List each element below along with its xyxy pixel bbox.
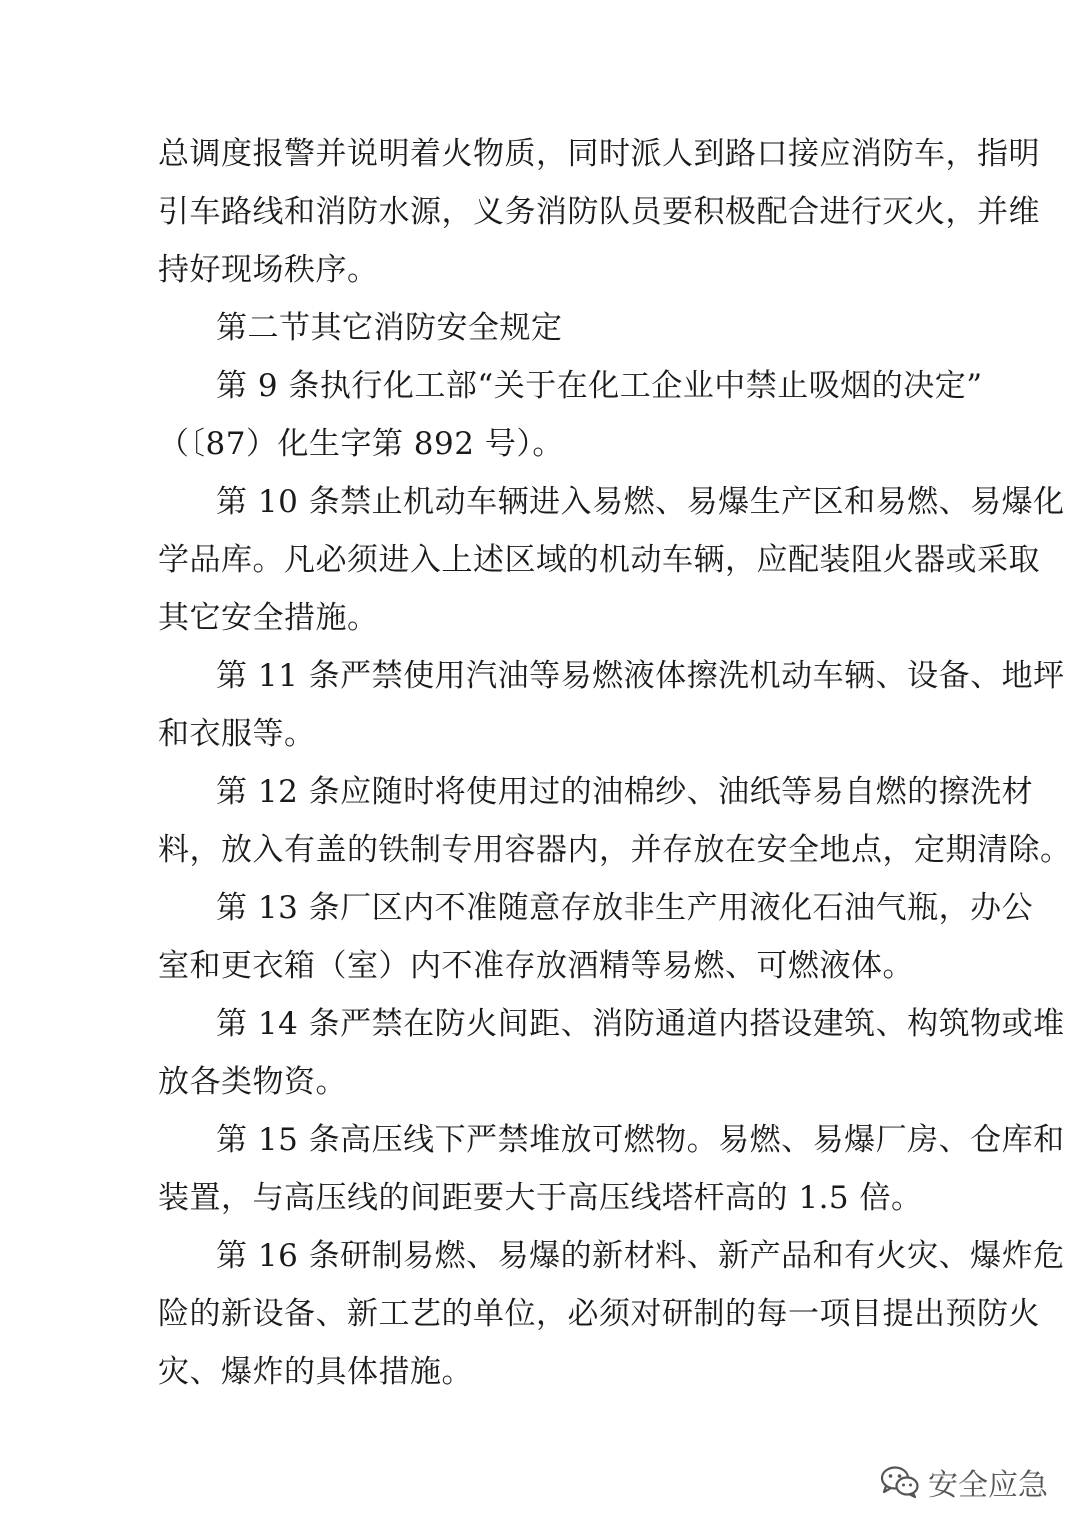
text-line: 放各类物资。 — [158, 1064, 347, 1100]
text-line: 和衣服等。 — [158, 716, 316, 752]
text-line: 持好现场秩序。 — [158, 252, 379, 288]
text-line: 料，放入有盖的铁制专用容器内，并存放在安全地点，定期清除。 — [158, 832, 1072, 868]
text-line: 第 11 条严禁使用汽油等易燃液体擦洗机动车辆、设备、地坪 — [216, 658, 1065, 694]
text-line: 灾、爆炸的具体措施。 — [158, 1354, 473, 1390]
text-line: 装置，与高压线的间距要大于高压线塔杆高的 1.5 倍。 — [158, 1180, 923, 1216]
text-line: （〔87）化生字第 892 号）。 — [158, 426, 564, 462]
text-line: 第 16 条研制易燃、易爆的新材料、新产品和有火灾、爆炸危 — [216, 1238, 1065, 1274]
watermark-text: 安全应急 — [928, 1468, 1048, 1503]
text-line: 第 14 条严禁在防火间距、消防通道内搭设建筑、构筑物或堆 — [216, 1006, 1065, 1042]
text-line: 第 13 条厂区内不准随意存放非生产用液化石油气瓶，办公 — [216, 890, 1034, 926]
wechat-icon — [880, 1465, 920, 1499]
text-line: 第 9 条执行化工部“关于在化工企业中禁止吸烟的决定” — [216, 368, 983, 404]
text-line: 总调度报警并说明着火物质，同时派人到路口接应消防车，指明 — [158, 136, 1040, 172]
text-line: 室和更衣箱（室）内不准存放酒精等易燃、可燃液体。 — [158, 948, 914, 984]
watermark — [880, 1460, 1048, 1504]
text-line: 第 12 条应随时将使用过的油棉纱、油纸等易自燃的擦洗材 — [216, 774, 1034, 810]
section-heading: 第二节其它消防安全规定 — [216, 310, 563, 346]
text-line: 险的新设备、新工艺的单位，必须对研制的每一项目提出预防火 — [158, 1296, 1040, 1332]
text-line: 学品库。凡必须进入上述区域的机动车辆，应配装阻火器或采取 — [158, 542, 1040, 578]
text-line: 第 10 条禁止机动车辆进入易燃、易爆生产区和易燃、易爆化 — [216, 484, 1065, 520]
text-line: 第 15 条高压线下严禁堆放可燃物。易燃、易爆厂房、仓库和 — [216, 1122, 1065, 1158]
text-line: 其它安全措施。 — [158, 600, 379, 636]
text-line: 引车路线和消防水源，义务消防队员要积极配合进行灭火，并维 — [158, 194, 1040, 230]
